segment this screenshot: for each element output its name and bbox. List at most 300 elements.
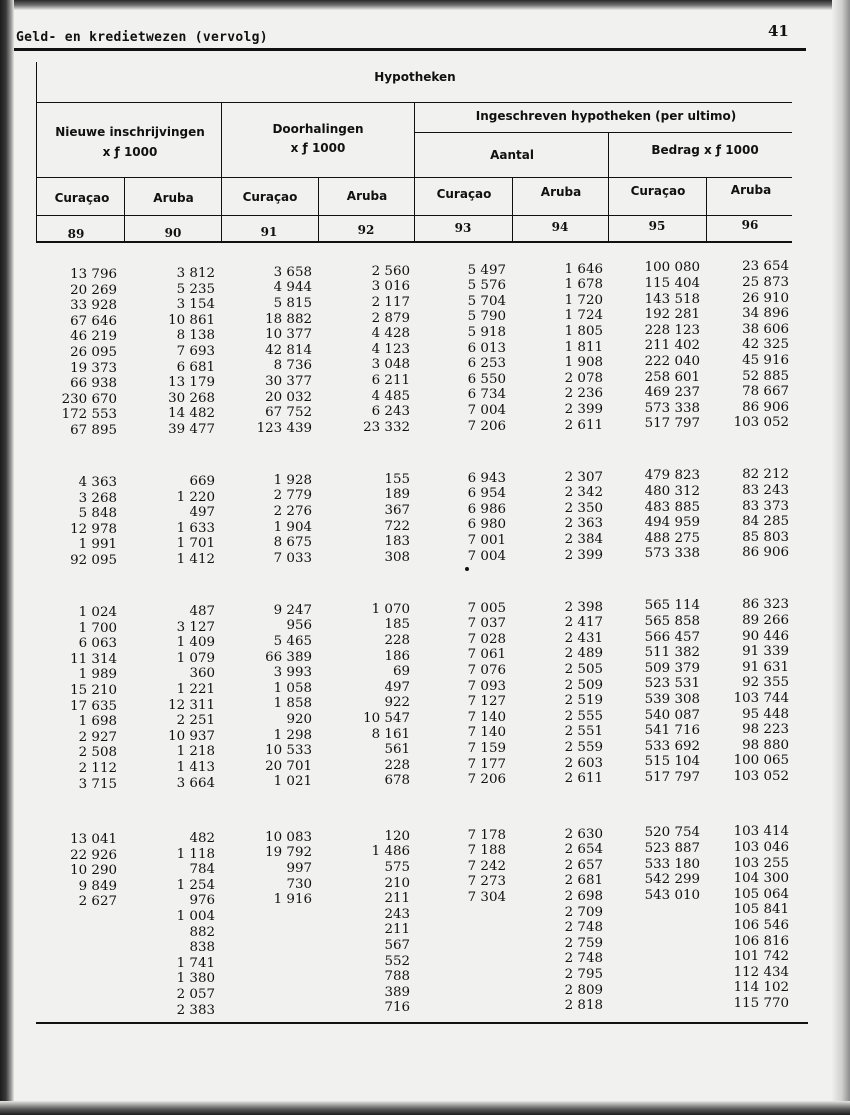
scan-edge-right <box>832 0 850 1115</box>
table-cell: 788 <box>384 969 410 985</box>
vrule-1 <box>124 177 125 243</box>
table-cell: 210 <box>384 875 410 891</box>
table-cell: 6 013 <box>467 340 506 356</box>
table-cell: 6 550 <box>467 371 506 387</box>
table-cell: 222 040 <box>644 354 700 369</box>
table-cell: 7 206 <box>467 772 506 788</box>
table-cell: 1 298 <box>273 727 312 743</box>
table-cell: 1 700 <box>78 620 117 636</box>
table-cell: 2 399 <box>564 547 603 563</box>
table-cell: 106 546 <box>733 917 789 933</box>
table-cell: 10 083 <box>265 829 312 845</box>
table-cell: 189 <box>384 487 410 503</box>
table-cell: 192 281 <box>644 307 700 323</box>
header-ingeschreven: Ingeschreven hypotheken (per ultimo) <box>475 109 737 123</box>
table-cell: 34 896 <box>742 306 789 322</box>
table-cell: 7 076 <box>467 663 506 678</box>
table-cell: 2 276 <box>273 504 312 519</box>
table-cell: 5 848 <box>78 506 117 522</box>
speck-mark <box>465 567 469 571</box>
table-cell: 2 603 <box>564 755 603 771</box>
vrule-4 <box>414 102 415 243</box>
table-cell: 3 658 <box>273 264 312 280</box>
table-cell: 90 446 <box>742 628 789 644</box>
subheader-95: Curaçao <box>630 184 686 198</box>
table-cell: 2 779 <box>273 488 312 504</box>
table-cell: 67 646 <box>70 313 117 329</box>
table-cell: 7 140 <box>467 725 506 741</box>
table-cell: 1 646 <box>564 261 603 277</box>
table-cell: 1 633 <box>176 520 215 536</box>
table-cell: 6 943 <box>467 470 506 486</box>
column-number-92: 92 <box>357 223 375 237</box>
table-cell: 716 <box>384 1000 410 1016</box>
table-cell: 541 716 <box>644 723 700 739</box>
table-cell: 1 858 <box>273 696 312 712</box>
table-cell: 13 179 <box>168 375 215 391</box>
table-cell: 33 928 <box>70 298 117 314</box>
table-cell: 6 063 <box>78 636 117 652</box>
header-rule <box>14 48 806 51</box>
table-cell: 10 937 <box>168 728 215 744</box>
table-cell: 103 052 <box>733 768 789 784</box>
table-cell: 517 797 <box>644 416 700 432</box>
table-cell: 479 823 <box>644 468 700 484</box>
scan-edge-bottom <box>0 1101 850 1115</box>
table-cell: 85 803 <box>742 529 789 545</box>
table-cell: 228 <box>384 632 410 648</box>
table-cell: 25 873 <box>742 274 789 290</box>
subheader-89: Curaçao <box>54 191 110 205</box>
table-cell: 6 681 <box>176 359 215 375</box>
table-cell: 91 339 <box>742 644 789 660</box>
table-cell: 543 010 <box>644 887 700 903</box>
table-cell: 5 815 <box>273 296 312 311</box>
table-cell: 2 117 <box>371 294 410 310</box>
column-number-95: 95 <box>648 219 666 233</box>
table-cell: 2 748 <box>564 951 603 967</box>
table-cell: 7 061 <box>467 647 506 663</box>
page-header-title: Geld- en kredietwezen (vervolg) <box>16 30 268 45</box>
table-cell: 722 <box>384 518 410 534</box>
table-cell: 669 <box>189 473 215 489</box>
subheader-90: Aruba <box>153 191 194 205</box>
table-cell: 1 413 <box>176 759 215 775</box>
table-cell: 6 253 <box>467 356 506 372</box>
table-cell: 228 123 <box>644 322 700 338</box>
table-cell: 46 219 <box>70 329 117 345</box>
table-cell: 39 477 <box>168 421 215 437</box>
table-cell: 7 177 <box>467 756 506 772</box>
table-cell: 487 <box>189 603 215 619</box>
table-cell: 4 123 <box>371 341 410 357</box>
table-cell: 89 266 <box>742 612 789 628</box>
table-cell: 98 880 <box>742 737 789 753</box>
table-cell: 42 325 <box>742 337 789 353</box>
table-cell: 91 631 <box>742 659 789 675</box>
table-cell: 82 212 <box>742 467 789 483</box>
table-cell: 7 005 <box>467 600 506 616</box>
table-cell: 308 <box>384 549 410 565</box>
vrule-3 <box>318 177 319 243</box>
table-cell: 3 154 <box>176 297 215 313</box>
table-cell: 67 752 <box>265 405 312 421</box>
table-cell: 211 <box>384 891 410 907</box>
table-cell: 730 <box>286 876 312 892</box>
table-cell: 103 414 <box>733 824 789 840</box>
table-cell: 523 531 <box>644 676 700 692</box>
table-cell: 123 439 <box>256 420 312 436</box>
table-cell: 19 373 <box>70 360 117 376</box>
table-cell: 1 021 <box>273 774 312 790</box>
table-cell: 1 741 <box>176 955 215 971</box>
table-cell: 2 350 <box>564 500 603 516</box>
table-cell: 100 080 <box>644 260 700 276</box>
table-cell: 98 223 <box>742 722 789 738</box>
table-cell: 389 <box>384 984 410 1000</box>
table-cell: 3 812 <box>176 265 215 281</box>
table-cell: 1 916 <box>273 892 312 908</box>
table-cell: 5 704 <box>467 293 506 309</box>
table-cell: 8 675 <box>273 535 312 551</box>
table-cell: 567 <box>384 937 410 953</box>
table-cell: 2 398 <box>564 599 603 615</box>
table-cell: 10 290 <box>70 863 117 879</box>
table-cell: 12 311 <box>168 697 215 713</box>
table-cell: 3 048 <box>371 357 410 373</box>
table-cell: 22 926 <box>70 847 117 863</box>
table-cell: 103 255 <box>733 855 789 871</box>
table-cell: 6 243 <box>371 404 410 420</box>
table-cell: 7 004 <box>467 548 506 564</box>
table-cell: 561 <box>384 742 410 758</box>
table-cell: 2 251 <box>176 713 215 729</box>
table-cell: 367 <box>384 502 410 518</box>
table-cell: 1 218 <box>176 744 215 760</box>
table-cell: 2 519 <box>564 693 603 709</box>
table-cell: 488 275 <box>644 530 700 546</box>
table-cell: 211 <box>384 922 410 938</box>
table-cell: 2 399 <box>564 401 603 417</box>
table-cell: 3 127 <box>176 619 215 635</box>
table-cell: 69 <box>392 664 410 680</box>
group-header-hypotheken: Hypotheken <box>374 70 456 84</box>
table-cell: 2 879 <box>371 310 410 326</box>
table-cell: 17 635 <box>70 698 117 714</box>
table-cell: 2 611 <box>564 771 603 787</box>
column-number-90: 90 <box>164 226 182 240</box>
table-cell: 573 338 <box>644 546 700 562</box>
table-cell: 2 555 <box>564 708 603 724</box>
table-cell: 5 465 <box>273 634 312 649</box>
table-cell: 6 954 <box>467 486 506 502</box>
table-cell: 13 796 <box>70 267 117 282</box>
table-cell: 2 709 <box>564 904 603 920</box>
table-cell: 539 308 <box>644 692 700 707</box>
table-cell: 7 188 <box>467 843 506 859</box>
table-cell: 52 885 <box>742 368 789 384</box>
table-cell: 2 431 <box>564 630 603 646</box>
table-cell: 533 692 <box>644 738 700 754</box>
table-cell: 101 742 <box>733 949 789 965</box>
table-cell: 2 560 <box>371 263 410 279</box>
table-cell: 13 041 <box>70 832 117 847</box>
table-cell: 511 382 <box>644 645 700 661</box>
table-cell: 2 363 <box>564 516 603 532</box>
table-cell: 4 428 <box>371 326 410 342</box>
table-cell: 83 373 <box>742 498 789 514</box>
header-doorhalingen-line1: Doorhalingen <box>272 122 364 136</box>
table-cell: 2 307 <box>564 469 603 485</box>
table-cell: 2 505 <box>564 661 603 677</box>
table-cell: 155 <box>384 471 410 487</box>
table-cell: 112 434 <box>733 964 789 980</box>
table-cell: 12 978 <box>70 521 117 537</box>
table-cell: 7 140 <box>467 709 506 725</box>
table-cell: 2 559 <box>564 739 603 755</box>
table-cell: 1 221 <box>176 681 215 697</box>
table-cell: 7 001 <box>467 533 506 548</box>
table-cell: 2 927 <box>78 729 117 745</box>
header-bedrag: Bedrag x ƒ 1000 <box>651 143 759 157</box>
table-cell: 1 724 <box>564 308 603 324</box>
table-cell: 920 <box>286 712 312 727</box>
table-cell: 523 887 <box>644 841 700 856</box>
table-cell: 838 <box>189 940 215 956</box>
table-cell: 1 486 <box>371 844 410 860</box>
table-cell: 120 <box>384 828 410 844</box>
table-cell: 480 312 <box>644 484 700 499</box>
table-cell: 143 518 <box>644 291 700 307</box>
table-cell: 9 849 <box>78 878 117 894</box>
table-cell: 3 664 <box>176 775 215 791</box>
table-cell: 540 087 <box>644 707 700 723</box>
table-cell: 7 242 <box>467 858 506 874</box>
table-cell: 8 138 <box>176 328 215 344</box>
table-cell: 5 790 <box>467 309 506 325</box>
table-cell: 1 991 <box>78 537 117 553</box>
table-cell: 14 482 <box>168 406 215 422</box>
table-cell: 1 058 <box>273 680 312 696</box>
subheader-93: Curaçao <box>436 187 492 201</box>
table-cell: 9 247 <box>273 602 312 618</box>
subheader-91: Curaçao <box>242 190 298 204</box>
table-cell: 38 606 <box>742 321 789 337</box>
table-cell: 2 509 <box>564 677 603 693</box>
table-cell: 5 497 <box>467 262 506 278</box>
table-cell: 114 102 <box>733 980 789 996</box>
table-cell: 2 748 <box>564 920 603 936</box>
table-cell: 7 304 <box>467 890 506 905</box>
table-cell: 2 654 <box>564 842 603 858</box>
table-cell: 542 299 <box>644 872 700 888</box>
table-cell: 2 112 <box>78 761 117 776</box>
table-cell: 105 841 <box>733 902 789 918</box>
table-cell: 494 959 <box>644 515 700 531</box>
table-cell: 103 046 <box>733 839 789 855</box>
table-cell: 10 861 <box>168 312 215 328</box>
table-cell: 1 720 <box>564 292 603 308</box>
vrule-6 <box>608 132 609 243</box>
table-cell: 103 744 <box>733 690 789 706</box>
table-cell: 1 701 <box>176 536 215 552</box>
table-cell: 2 809 <box>564 982 603 998</box>
table-cell: 7 093 <box>467 678 506 694</box>
table-cell: 2 551 <box>564 724 603 740</box>
table-cell: 30 268 <box>168 390 215 406</box>
table-cell: 66 389 <box>265 649 312 665</box>
table-cell: 1 989 <box>78 667 117 683</box>
table-cell: 3 268 <box>78 490 117 506</box>
table-cell: 360 <box>189 666 215 682</box>
table-cell: 78 667 <box>742 384 789 400</box>
table-cell: 2 236 <box>564 386 603 402</box>
column-number-96: 96 <box>741 218 759 232</box>
table-cell: 1 409 <box>176 635 215 651</box>
table-cell: 8 161 <box>371 726 410 742</box>
table-cell: 882 <box>189 924 215 940</box>
table-cell: 8 736 <box>273 358 312 374</box>
table-cell: 92 355 <box>742 675 789 691</box>
table-cell: 3 016 <box>371 279 410 295</box>
table-cell: 956 <box>286 618 312 634</box>
table-cell: 2 078 <box>564 370 603 386</box>
table-cell: 482 <box>189 830 215 846</box>
column-number-89: 89 <box>67 227 85 241</box>
table-cell: 2 508 <box>78 745 117 761</box>
table-cell: 186 <box>384 648 410 664</box>
table-cell: 26 910 <box>742 290 789 306</box>
table-cell: 23 654 <box>742 259 789 275</box>
table-cell: 565 858 <box>644 614 700 629</box>
table-cell: 23 332 <box>363 419 410 435</box>
table-cell: 7 004 <box>467 403 506 418</box>
table-cell: 509 379 <box>644 660 700 676</box>
table-cell: 2 657 <box>564 857 603 873</box>
table-cell: 20 701 <box>265 758 312 774</box>
table-cell: 533 180 <box>644 856 700 872</box>
scan-edge-left <box>0 0 14 1115</box>
table-cell: 2 759 <box>564 935 603 951</box>
table-cell: 1 805 <box>564 323 603 339</box>
table-cell: 243 <box>384 906 410 922</box>
table-cell: 20 032 <box>265 389 312 405</box>
table-cell: 2 611 <box>564 417 603 433</box>
table-cell: 5 235 <box>176 281 215 297</box>
scan-edge-top <box>0 0 850 10</box>
table-cell: 1 698 <box>78 714 117 730</box>
table-cell: 3 993 <box>273 665 312 681</box>
table-cell: 100 065 <box>733 753 789 769</box>
table-cell: 15 210 <box>70 683 117 698</box>
table-cell: 2 384 <box>564 531 603 547</box>
column-number-93: 93 <box>454 221 472 235</box>
table-cell: 30 377 <box>265 374 312 389</box>
table-cell: 1 678 <box>564 277 603 293</box>
table-cell: 565 114 <box>644 598 700 614</box>
ingeschreven-rule <box>414 132 792 133</box>
table-cell: 566 457 <box>644 629 700 645</box>
page-number: 41 <box>768 22 789 40</box>
table-cell: 4 944 <box>273 280 312 296</box>
table-cell: 183 <box>384 534 410 550</box>
table-cell: 1 928 <box>273 472 312 488</box>
table-cell: 1 380 <box>176 971 215 987</box>
header-nieuwe-line1: Nieuwe inschrijvingen <box>55 125 205 139</box>
column-number-91: 91 <box>260 225 278 239</box>
table-cell: 6 211 <box>371 372 410 388</box>
table-cell: 95 448 <box>742 706 789 722</box>
table-cell: 258 601 <box>644 369 700 385</box>
table-cell: 1 079 <box>176 650 215 666</box>
table-cell: 2 417 <box>564 615 603 631</box>
table-cell: 83 243 <box>742 482 789 498</box>
table-cell: 552 <box>384 953 410 969</box>
table-cell: 784 <box>189 862 215 878</box>
table-cell: 1 811 <box>564 339 603 355</box>
table-cell: 3 715 <box>78 776 117 792</box>
table-cell: 67 895 <box>70 423 117 438</box>
subheader-94: Aruba <box>540 185 582 199</box>
table-cell: 2 489 <box>564 646 603 662</box>
table-cell: 7 037 <box>467 616 506 632</box>
header-aantal: Aantal <box>490 148 534 162</box>
table-cell: 7 033 <box>273 550 312 566</box>
table-cell: 185 <box>384 617 410 633</box>
table-cell: 6 734 <box>467 387 506 403</box>
table-cell: 7 028 <box>467 631 506 647</box>
header-doorhalingen-line2: x ƒ 1000 <box>290 141 346 155</box>
table-cell: 105 064 <box>733 886 789 902</box>
table-cell: 2 698 <box>564 888 603 904</box>
table-cell: 7 159 <box>467 741 506 756</box>
vrule-5 <box>512 177 513 243</box>
table-cell: 678 <box>384 773 410 789</box>
table-cell: 230 670 <box>61 391 117 407</box>
table-cell: 18 882 <box>265 311 312 327</box>
table-cell: 5 918 <box>467 325 506 340</box>
table-cell: 86 906 <box>742 545 789 561</box>
table-cell: 573 338 <box>644 400 700 416</box>
table-cell: 6 980 <box>467 517 506 533</box>
table-cell: 1 412 <box>176 551 215 567</box>
table-cell: 45 916 <box>742 352 789 368</box>
table-cell: 1 024 <box>78 605 117 620</box>
table-cell: 10 377 <box>265 327 312 343</box>
header-nieuwe-line2: x ƒ 1000 <box>102 145 158 159</box>
table-cell: 26 095 <box>70 345 117 360</box>
table-cell: 66 938 <box>70 376 117 392</box>
table-cell: 1 118 <box>176 846 215 862</box>
table-cell: 517 797 <box>644 770 700 785</box>
table-cell: 42 814 <box>265 342 312 358</box>
table-cell: 575 <box>384 859 410 875</box>
table-cell: 2 627 <box>78 894 117 910</box>
table-cell: 7 273 <box>467 874 506 890</box>
table-cell: 2 795 <box>564 966 603 982</box>
table-cell: 6 986 <box>467 501 506 517</box>
table-cell: 92 095 <box>70 553 117 568</box>
table-cell: 172 553 <box>61 407 117 423</box>
table-cell: 469 237 <box>644 385 700 401</box>
table-cell: 103 052 <box>733 415 789 431</box>
table-cell: 84 285 <box>742 514 789 530</box>
table-cell: 4 485 <box>371 388 410 404</box>
table-cell: 106 816 <box>733 933 789 949</box>
table-cell: 2 630 <box>564 826 603 842</box>
table-cell: 10 547 <box>363 710 410 726</box>
table-cell: 5 576 <box>467 278 506 294</box>
